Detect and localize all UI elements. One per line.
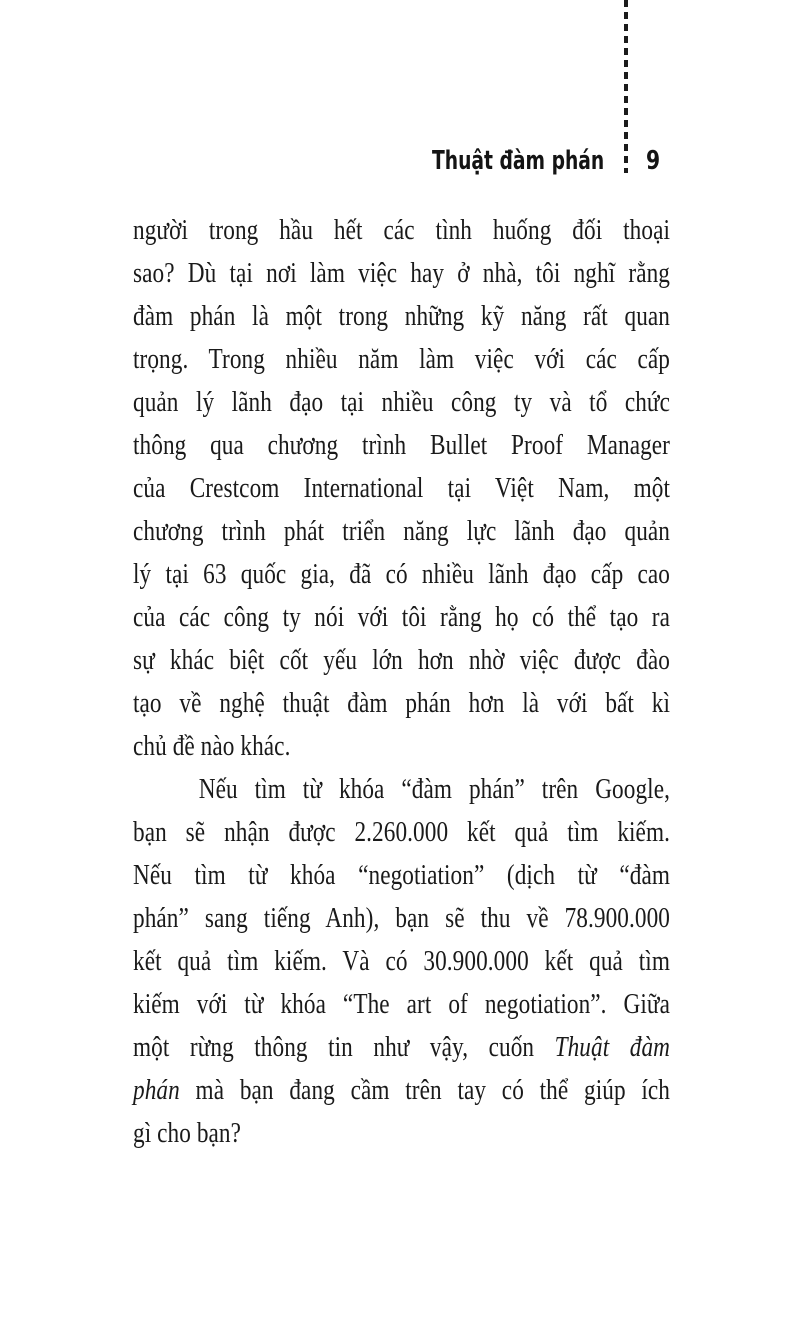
text-line [133, 338, 670, 381]
body-text [133, 209, 800, 1155]
text-line [133, 467, 670, 510]
text-segment: sự khác biệt cốt yếu lớn hơn nhờ việc được đào [133, 644, 671, 676]
text-segment: kiếm với từ khóa “The art of negotiation”. Giữa [133, 988, 671, 1020]
text-line [133, 424, 670, 467]
text-line [133, 1112, 670, 1155]
text-line [133, 897, 670, 940]
running-title: Thuật đàm phán [431, 146, 604, 176]
text-segment: thông qua chương trình Bullet Proof Manager [133, 429, 671, 461]
text-segment: người trong hầu hết các tình huống đối thoại [133, 214, 671, 246]
text-line [133, 854, 670, 897]
text-segment: chương trình phát triển năng lực lãnh đạo quản [133, 515, 671, 547]
text-line [133, 510, 670, 553]
text-segment: một rừng thông tin như vậy, cuốn [133, 1031, 555, 1063]
text-line [133, 209, 670, 252]
text-segment: tạo về nghệ thuật đàm phán hơn là với bất kì [133, 687, 671, 719]
text-segment: lý tại 63 quốc gia, đã có nhiều lãnh đạo cấp cao [133, 558, 671, 590]
text-segment: kết quả tìm kiếm. Và có 30.900.000 kết quả tìm [133, 945, 671, 977]
text-line [133, 553, 670, 596]
text-segment: của Crestcom International tại Việt Nam, một [133, 472, 671, 504]
italic-text-segment: Thuật đàm [554, 1031, 671, 1063]
text-line [133, 252, 670, 295]
text-line [133, 811, 670, 854]
text-segment: chủ đề nào khác. [133, 730, 291, 762]
text-line [133, 983, 670, 1026]
dotted-divider-line [624, 0, 628, 173]
text-segment: của các công ty nói với tôi rằng họ có thể tạo ra [133, 601, 671, 633]
text-line [133, 940, 670, 983]
text-line [133, 381, 670, 424]
text-segment: quản lý lãnh đạo tại nhiều công ty và tổ chức [133, 386, 671, 418]
text-line [133, 639, 670, 682]
text-line [133, 1026, 670, 1069]
text-segment: gì cho bạn? [133, 1117, 242, 1149]
text-line [133, 768, 670, 811]
text-segment: đàm phán là một trong những kỹ năng rất quan [133, 300, 671, 332]
text-line [133, 1069, 670, 1112]
text-segment: sao? Dù tại nơi làm việc hay ở nhà, tôi nghĩ rằng [133, 257, 671, 289]
text-line [133, 725, 670, 768]
text-segment: phán” sang tiếng Anh), bạn sẽ thu về 78.900.000 [133, 902, 671, 934]
text-segment: bạn sẽ nhận được 2.260.000 kết quả tìm kiếm. [133, 816, 671, 848]
text-line [133, 295, 670, 338]
page-number: 9 [646, 146, 661, 176]
text-line [133, 596, 670, 639]
text-segment: mà bạn đang cầm trên tay có thể giúp ích [179, 1074, 671, 1106]
text-line [133, 682, 670, 725]
text-segment: Nếu tìm từ khóa “đàm phán” trên Google, [198, 773, 671, 805]
italic-text-segment: phán [133, 1074, 180, 1106]
text-segment: trọng. Trong nhiều năm làm việc với các cấp [133, 343, 671, 375]
text-segment: Nếu tìm từ khóa “negotiation” (dịch từ “đàm [133, 859, 671, 891]
